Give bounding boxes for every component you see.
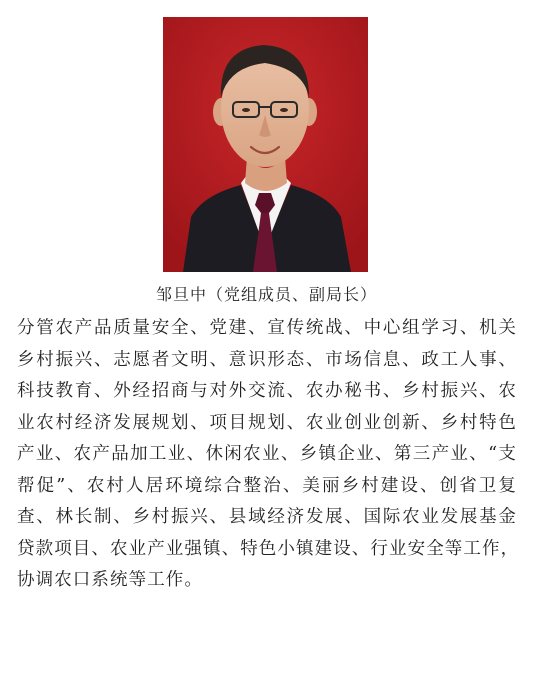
duty-line: 贷款项目、农业产业强镇、特色小镇建设、行业安全等工作， [17,538,520,559]
person-caption: 邹旦中（党组成员、副局长） [155,285,377,304]
duty-line: 产业、农产品加工业、休闲农业、乡镇企业、第三产业、“支 [17,444,517,464]
duties-paragraph [17,313,520,597]
duty-line: 乡村振兴、志愿者文明、意识形态、市场信息、政工人事、 [17,349,517,370]
duty-line: 协调农口系统等工作。 [17,570,203,590]
duty-line: 分管农产品质量安全、党建、宣传统战、中心组学习、机关 [17,318,517,338]
duty-line: 帮促”、农村人居环境综合整治、美丽乡村建设、创省卫复 [17,475,517,496]
duty-line: 科技教育、外经招商与对外交流、农办秘书、乡村振兴、农 [17,381,517,401]
portrait-illustration [163,17,368,272]
portrait-photo [163,17,368,272]
duty-line: 业农村经济发展规划、项目规划、农业创业创新、乡村特色 [17,412,517,433]
duty-line: 查、林长制、乡村振兴、县域经济发展、国际农业发展基金 [17,507,517,527]
